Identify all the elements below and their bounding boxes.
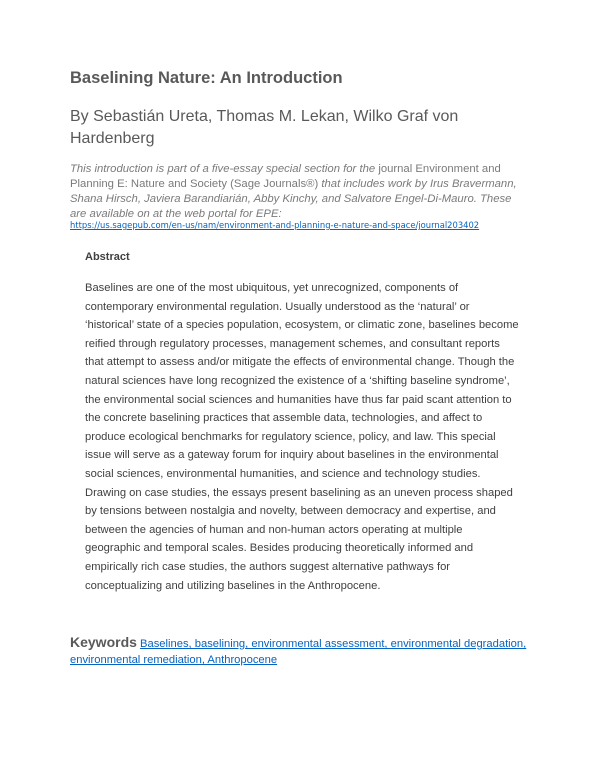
intro-note-part2: that includes work by Irus Bravermann, Shana Hirsch, Javiera Barandiarián, Abby Kinchy, and Salvatore Engel-Di-Mauro. These are available on at the web portal for EPE: [70, 178, 517, 220]
intro-journal-name: Environment and Planning E: Nature and Society (Sage Journals®) [70, 163, 501, 190]
keywords-label: Keywords [70, 634, 137, 650]
journal-portal-link[interactable]: https://us.sagepub.com/en-us/nam/environment-and-planning-e-nature-and-space/journal203402 [70, 220, 480, 230]
abstract-body: Baselines are one of the most ubiquitous, yet unrecognized, components of contemporary environmental regulation. Usually understood as the ‘natural’ or ‘historical’ state of a species population, ecosystem, or climatic zone, baselines become reified through regulatory processes, management schemes, and consultant reports that attempt to assess and/or mitigate the effects of environmental change. Though the natural sciences have long recognized the existence of a ‘shifting baseline syndrome’, the environmental social sciences and humanities have thus far paid scant attention to the concrete baselining practices that assemble data, technologies, and affect to produce ecological benchmarks for regulatory science, policy, and law. This special issue will serve as a gateway forum for inquiry about baselines in the environmental social sciences, environmental humanities, and science and technology studies. Drawing on case studies, the essays present baselining as an uneven process shaped by tensions between nostalgia and novelty, between democracy and expertise, and between the agencies of human and non-human actors operating at multiple geographic and temporal scales. Besides producing theoretically informed and empirically rich case studies, the authors suggest alternative pathways for conceptualizing and utilizing baselines in the Anthropocene. [85, 282, 519, 592]
paper-title: Baselining Nature: An Introduction [70, 69, 343, 87]
intro-journal-word: journal [378, 163, 413, 175]
intro-note-part1: This introduction is part of a five-essay special section for the [70, 163, 379, 175]
keywords-link[interactable]: Baselines, baselining, environmental assessment, environmental degradation, environmental remediation, Anthropocene [70, 638, 527, 666]
author-list: By Sebastián Ureta, Thomas M. Lekan, Wilko Graf von Hardenberg [70, 108, 459, 147]
abstract-heading: Abstract [85, 251, 130, 263]
intro-note [70, 162, 530, 222]
keywords-section [70, 634, 530, 668]
